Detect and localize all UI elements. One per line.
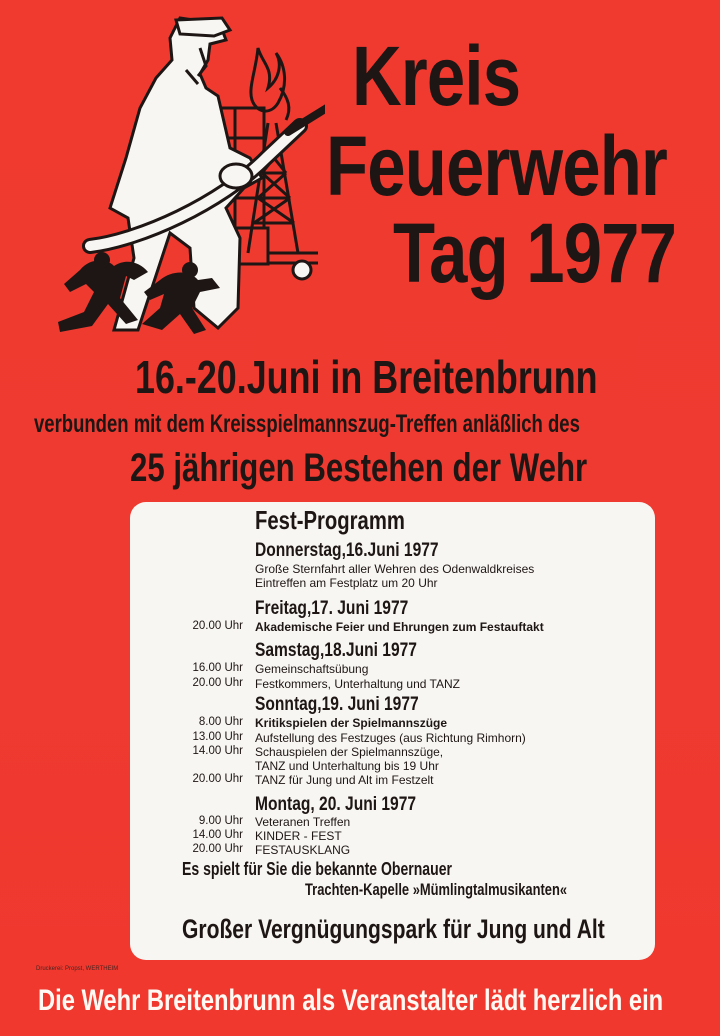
- day-title: Freitag,17. Juni 1977: [255, 598, 409, 619]
- program-text: Festkommers, Unterhaltung und TANZ: [255, 677, 460, 691]
- day-title: Sonntag,19. Juni 1977: [255, 694, 419, 715]
- program-time: 20.00 Uhr: [192, 773, 243, 785]
- program-time: 14.00 Uhr: [192, 745, 243, 757]
- program-time: 13.00 Uhr: [192, 731, 243, 743]
- program-text: TANZ und Unterhaltung bis 19 Uhr: [255, 759, 439, 773]
- program-time: 20.00 Uhr: [192, 843, 243, 855]
- firefighter-illustration: [30, 8, 325, 385]
- band-line-2: Trachten-Kapelle »Mümlingtalmusikanten«: [305, 880, 568, 899]
- program-time: 20.00 Uhr: [192, 620, 243, 632]
- program-text: Kritikspielen der Spielmannszüge: [255, 716, 448, 730]
- title-line-2: Feuerwehr: [326, 119, 667, 213]
- program-text: TANZ für Jung und Alt im Festzelt: [255, 773, 434, 787]
- program-time: 16.00 Uhr: [192, 662, 243, 674]
- program-time: 8.00 Uhr: [198, 716, 243, 728]
- program-time: 14.00 Uhr: [192, 829, 243, 841]
- program-text: Akademische Feier und Ehrungen zum Festauftakt: [255, 620, 544, 634]
- invitation-line: Die Wehr Breitenbrunn als Veranstalter lädt herzlich ein: [38, 984, 664, 1017]
- program-heading: Fest-Programm: [255, 505, 405, 535]
- program-text: KINDER - FEST: [255, 829, 342, 843]
- band-line-1: Es spielt für Sie die bekannte Obernauer: [182, 859, 452, 879]
- anniversary-line: 25 jährigen Bestehen der Wehr: [130, 446, 588, 490]
- day-title: Montag, 20. Juni 1977: [255, 794, 417, 815]
- program-text: Schauspielen der Spielmannszüge,: [255, 745, 444, 759]
- date-place: 16.-20.Juni in Breitenbrunn: [135, 351, 598, 403]
- program-text: Aufstellung des Festzuges (aus Richtung Rimhorn): [255, 731, 526, 745]
- program-text: FESTAUSKLANG: [255, 843, 351, 857]
- program-card: [130, 502, 655, 960]
- fun-park-line: Großer Vergnügungspark für Jung und Alt: [182, 914, 605, 944]
- title-line-1: Kreis: [352, 29, 521, 123]
- program-text: Eintreffen am Festplatz um 20 Uhr: [255, 576, 438, 590]
- program-text: Veteranen Treffen: [255, 815, 351, 829]
- day-title: Donnerstag,16.Juni 1977: [255, 540, 439, 561]
- program-text: Große Sternfahrt aller Wehren des Odenwaldkreises: [255, 562, 535, 576]
- flame-icon: [251, 48, 285, 111]
- day-title: Samstag,18.Juni 1977: [255, 640, 417, 661]
- connection-line: verbunden mit dem Kreisspielmannszug-Treffen anläßlich des: [34, 410, 580, 438]
- program-text: Gemeinschaftsübung: [255, 662, 369, 676]
- printer-credit: Druckerei: Propst, WERTHEIM: [36, 966, 119, 972]
- title-line-3: Tag 1977: [393, 206, 677, 300]
- program-time: 20.00 Uhr: [192, 677, 243, 689]
- program-time: 9.00 Uhr: [198, 815, 243, 827]
